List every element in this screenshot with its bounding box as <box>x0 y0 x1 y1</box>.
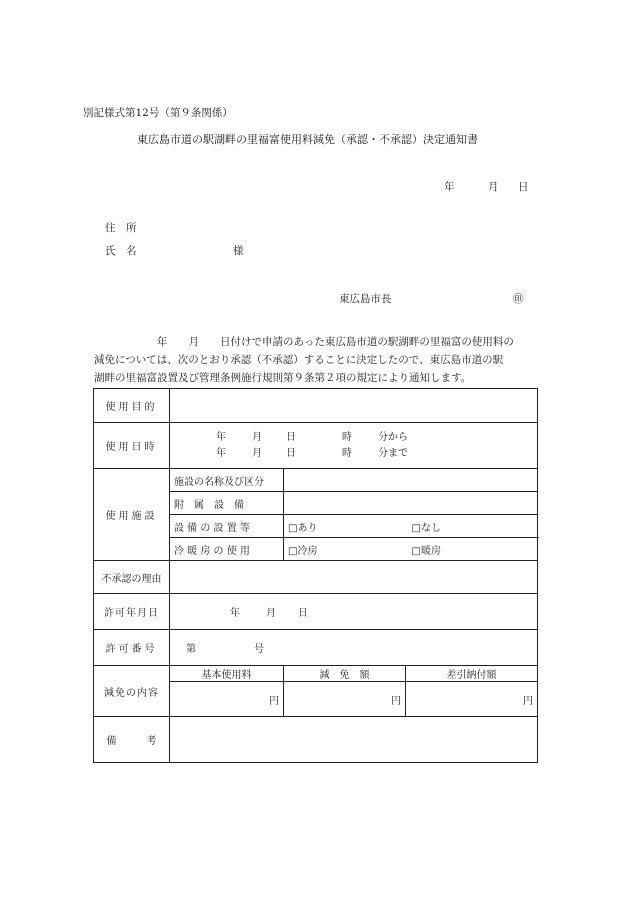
datetime-from <box>216 430 533 446</box>
base-fee-field[interactable]: 円 <box>170 682 284 717</box>
purpose-label: 使用目的 <box>94 389 170 423</box>
name-label: 氏 名 <box>105 245 137 257</box>
reduction-amount-header: 減 免 額 <box>284 666 406 682</box>
base-fee-header: 基本使用料 <box>170 666 284 682</box>
to-hour: 時 <box>342 447 352 459</box>
equipment-no-checkbox[interactable]: □なし <box>406 515 538 538</box>
aircon-cool-checkbox[interactable]: □冷房 <box>284 538 406 561</box>
permit-date-field[interactable] <box>170 594 538 630</box>
intro-paragraph <box>94 333 556 387</box>
aircon-label: 冷 暖 房 の 使 用 <box>170 538 284 561</box>
issuer-name: 東広島市長 <box>339 293 392 305</box>
remarks-label: 備 考 <box>94 717 170 763</box>
address-label: 住 所 <box>105 222 137 234</box>
datetime-field[interactable] <box>170 423 538 469</box>
date-month: 月 <box>488 181 499 193</box>
balance-field[interactable]: 円 <box>406 682 538 717</box>
permit-date <box>230 608 308 619</box>
honorific: 様 <box>233 245 244 257</box>
intro-line: 湖畔の里福富設置及び管理条例施行規則第９条第２項の規定により通知します。 <box>94 372 472 384</box>
reject-reason-label: 不承認の理由 <box>94 561 170 594</box>
facility-name-field[interactable] <box>284 469 538 492</box>
reject-reason-field[interactable] <box>170 561 538 594</box>
aircon-heat-checkbox[interactable]: □暖房 <box>406 538 538 561</box>
from-minute: 分から <box>378 431 408 443</box>
from-year: 年 <box>216 431 226 443</box>
from-month: 月 <box>252 431 262 443</box>
permit-year: 年 <box>230 608 240 619</box>
equipment-yes-checkbox[interactable]: □あり <box>284 515 406 538</box>
remarks-field[interactable] <box>170 717 538 763</box>
attached-equipment-field[interactable] <box>284 492 538 515</box>
permit-no-field[interactable] <box>170 630 538 666</box>
permit-day: 日 <box>298 608 308 619</box>
purpose-field[interactable] <box>170 389 538 423</box>
reduction-label: 減免の内容 <box>94 666 170 717</box>
reduction-amount-field[interactable]: 円 <box>284 682 406 717</box>
form-number: 別記様式第12号（第９条関係） <box>83 107 233 119</box>
intro-line: 年 月 日付けで申請のあった東広島市道の駅湖畔の里福富の使用料の <box>94 336 514 348</box>
form-table <box>93 388 538 763</box>
to-month: 月 <box>252 447 262 459</box>
from-hour: 時 <box>342 431 352 443</box>
balance-header: 差引納付額 <box>406 666 538 682</box>
attached-equipment-label: 附 属 設 備 <box>170 492 284 515</box>
permit-month: 月 <box>266 608 276 619</box>
from-day: 日 <box>286 431 296 443</box>
permit-no-prefix: 第 <box>186 644 196 655</box>
seal-mark: ㊞ <box>513 293 524 305</box>
date-year: 年 <box>444 181 455 193</box>
equipment-setup-label: 設 備 の 設 置 等 <box>170 515 284 538</box>
issue-date <box>444 179 529 194</box>
date-day: 日 <box>518 181 529 193</box>
permit-no-suffix: 号 <box>254 644 264 655</box>
facility-label: 使用施設 <box>94 469 170 561</box>
permit-date-label: 許可年月日 <box>94 594 170 630</box>
to-year: 年 <box>216 447 226 459</box>
facility-name-label: 施設の名称及び区分 <box>170 469 284 492</box>
to-minute: 分まで <box>378 447 408 459</box>
to-day: 日 <box>286 447 296 459</box>
permit-no-label: 許可番号 <box>94 630 170 666</box>
document-title: 東広島市道の駅湖畔の里福富使用料減免（承認・不承認）決定通知書 <box>137 133 478 146</box>
intro-line: 減免については、次のとおり承認（不承認）することに決定したので、東広島市道の駅 <box>94 354 504 366</box>
datetime-label: 使用日時 <box>94 423 170 469</box>
datetime-to <box>216 446 533 462</box>
permit-number <box>186 644 264 655</box>
